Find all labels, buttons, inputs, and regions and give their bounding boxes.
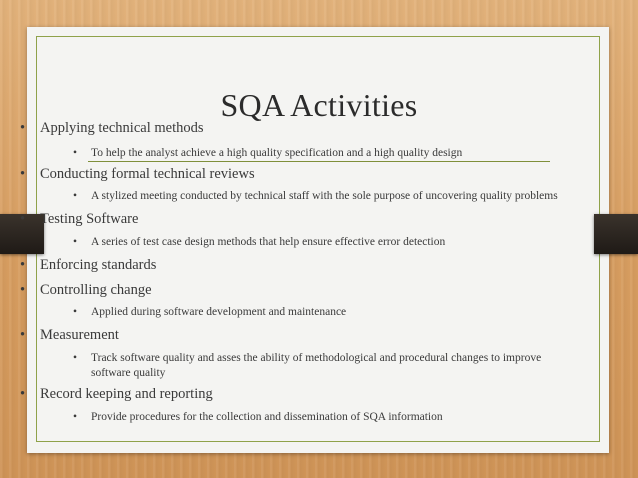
bullet-icon: • — [20, 282, 26, 298]
sub-bullet-item — [73, 189, 591, 204]
sub-bullet-item — [73, 305, 591, 320]
right-clip — [594, 214, 638, 254]
sub-bullet-text: Applied during software development and maintenance — [91, 306, 347, 318]
slide-title: SQA Activities — [220, 87, 418, 123]
bullet-icon: • — [20, 211, 26, 227]
sub-bullet-item — [73, 351, 571, 381]
bullet-item — [20, 386, 213, 403]
bullet-label: Measurement — [40, 327, 119, 343]
bullet-item — [20, 327, 119, 344]
bullet-icon: • — [73, 236, 78, 248]
bullet-label: Record keeping and reporting — [40, 386, 213, 402]
sub-bullet-text: To help the analyst achieve a high quality specification and a high quality design — [91, 147, 463, 159]
title-underline — [88, 161, 550, 162]
bullet-label: Enforcing standards — [40, 257, 157, 273]
bullet-item — [20, 282, 152, 299]
bullet-item — [20, 120, 204, 137]
bullet-icon: • — [20, 386, 26, 402]
bullet-label: Controlling change — [40, 282, 152, 298]
sub-bullet-item — [73, 235, 591, 250]
bullet-icon: • — [73, 352, 78, 364]
bullet-label: Applying technical methods — [40, 120, 204, 136]
sub-bullet-text: Track software quality and asses the ability of methodological and procedural changes to improve software quality — [91, 352, 542, 379]
bullet-icon: • — [20, 166, 26, 182]
bullet-label: Testing Software — [40, 211, 139, 227]
bullet-icon: • — [20, 257, 26, 273]
bullet-icon: • — [73, 306, 78, 318]
sub-bullet-text: Provide procedures for the collection and dissemination of SQA information — [91, 411, 443, 423]
bullet-item — [20, 166, 255, 183]
sub-bullet-text: A stylized meeting conducted by technical staff with the sole purpose of uncovering quality problems — [91, 190, 558, 202]
bullet-icon: • — [73, 190, 78, 202]
bullet-item — [20, 257, 157, 274]
bullet-item — [20, 211, 139, 228]
sub-bullet-item — [73, 146, 591, 161]
bullet-icon: • — [73, 147, 78, 159]
bullet-icon: • — [73, 411, 78, 423]
sub-bullet-text: A series of test case design methods that help ensure effective error detection — [91, 236, 446, 248]
bullet-label: Conducting formal technical reviews — [40, 166, 255, 182]
bullet-icon: • — [20, 327, 26, 343]
sub-bullet-item — [73, 410, 591, 425]
bullet-icon: • — [20, 120, 26, 136]
